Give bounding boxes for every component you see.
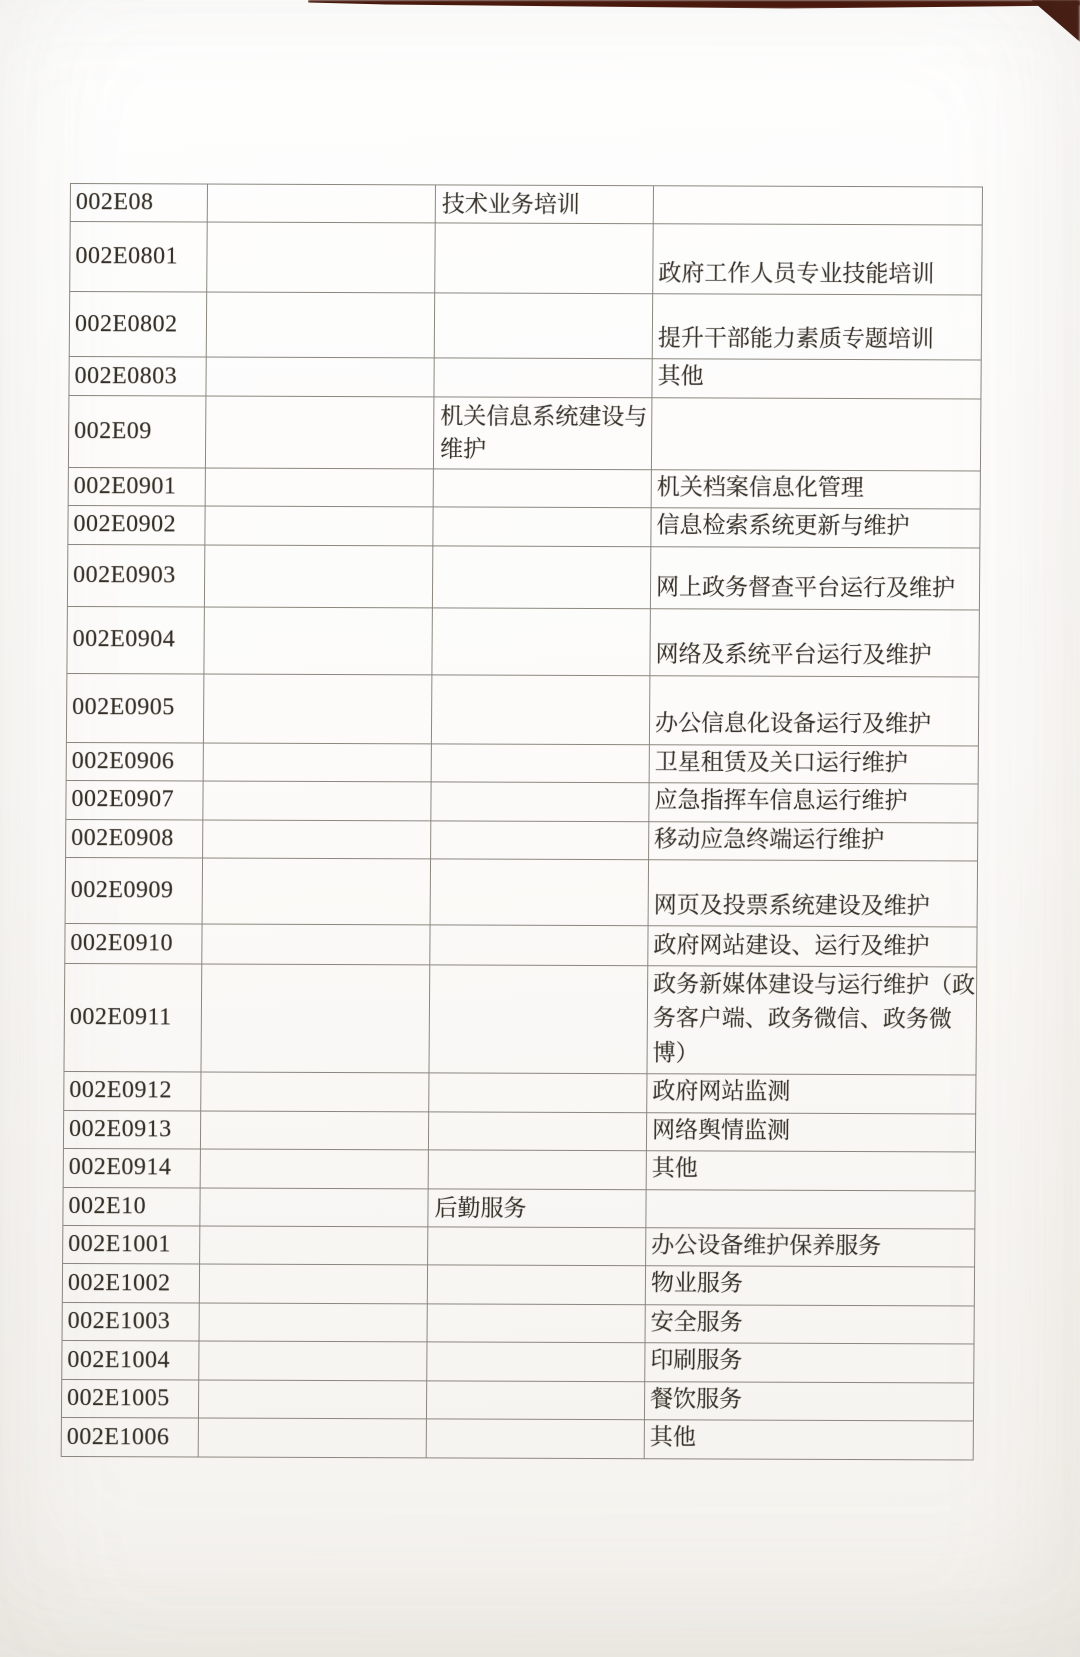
empty-cell [200, 1149, 428, 1188]
code-cell: 002E1001 [63, 1225, 200, 1264]
code-cell: 002E0906 [66, 742, 203, 781]
item-cell [646, 1189, 975, 1229]
empty-cell [201, 964, 430, 1073]
empty-cell [207, 222, 436, 293]
item-cell: 其他 [652, 359, 981, 399]
code-cell: 002E0802 [69, 292, 206, 358]
empty-cell [202, 924, 430, 965]
code-cell: 002E0913 [63, 1110, 200, 1149]
category-cell [426, 1381, 644, 1420]
empty-cell [203, 820, 431, 859]
category-cell: 后勤服务 [428, 1188, 646, 1227]
empty-cell [205, 468, 433, 507]
table-row [61, 1418, 973, 1460]
category-cell [430, 925, 648, 966]
table-row [66, 673, 978, 746]
table-row [65, 924, 977, 968]
item-cell: 政务新媒体建设与运行维护（政务客户端、政务微信、政务微博） [647, 966, 977, 1075]
empty-cell [198, 1418, 426, 1457]
code-cell: 002E1006 [61, 1418, 198, 1457]
table-row [62, 1302, 974, 1344]
table-row [68, 395, 981, 470]
empty-cell [201, 1072, 429, 1111]
code-cell: 002E1003 [62, 1302, 199, 1341]
empty-cell [200, 1188, 428, 1227]
empty-cell [203, 674, 432, 744]
category-cell [431, 743, 649, 782]
empty-cell [203, 743, 431, 782]
category-cell [433, 468, 651, 507]
category-cell [429, 1073, 647, 1112]
table-row [69, 357, 981, 399]
item-cell: 政府工作人员专业技能培训 [653, 224, 983, 295]
item-cell: 物业服务 [645, 1266, 974, 1306]
item-cell: 卫星租赁及关口运行维护 [649, 744, 978, 784]
category-cell [431, 782, 649, 821]
item-cell: 网页及投票系统建设及维护 [648, 860, 977, 927]
table-row [63, 1225, 975, 1267]
table-row [68, 506, 980, 548]
code-cell: 002E0909 [65, 858, 202, 925]
code-cell: 002E0902 [68, 506, 205, 545]
empty-cell [205, 396, 434, 469]
empty-cell [199, 1303, 427, 1342]
code-cell: 002E0910 [65, 924, 202, 965]
item-cell: 移动应急终端运行维护 [649, 821, 978, 861]
code-cell: 002E1005 [61, 1379, 198, 1418]
table-row [61, 1379, 973, 1421]
item-cell: 餐饮服务 [644, 1382, 973, 1422]
code-cell: 002E0905 [66, 673, 204, 743]
category-cell [428, 1150, 646, 1189]
table-row [68, 467, 980, 509]
empty-cell [198, 1380, 426, 1419]
table-row [70, 222, 983, 296]
category-cell [430, 859, 648, 926]
item-cell: 安全服务 [645, 1305, 974, 1345]
item-cell: 政府网站监测 [647, 1074, 976, 1114]
code-cell: 002E0903 [67, 544, 204, 607]
item-cell: 网络舆情监测 [646, 1112, 975, 1152]
empty-cell [200, 1226, 428, 1265]
code-cell: 002E0907 [66, 781, 203, 820]
category-cell [428, 1227, 646, 1266]
empty-cell [203, 781, 431, 820]
photo-background-corner [1026, 0, 1080, 42]
category-cell [433, 507, 651, 546]
item-cell: 其他 [644, 1420, 973, 1460]
code-cell: 002E0801 [70, 222, 208, 293]
category-cell [426, 1419, 644, 1458]
code-cell: 002E09 [68, 395, 206, 467]
empty-cell [200, 1111, 428, 1150]
code-cell: 002E1004 [62, 1341, 199, 1380]
empty-cell [199, 1341, 427, 1380]
item-cell: 机关档案信息化管理 [651, 469, 980, 509]
item-cell: 提升干部能力素质专题培训 [652, 294, 981, 360]
category-cell [429, 965, 648, 1074]
item-cell: 办公信息化设备运行及维护 [649, 675, 979, 745]
table-row [63, 1110, 975, 1152]
table-row [66, 819, 978, 861]
item-cell [653, 186, 982, 226]
code-cell: 002E0904 [67, 606, 204, 674]
empty-cell [199, 1264, 427, 1303]
expenditure-classification-table [61, 183, 983, 1460]
category-cell: 技术业务培训 [435, 185, 653, 224]
code-cell: 002E10 [63, 1187, 200, 1226]
code-cell: 002E0901 [68, 467, 205, 506]
category-cell [427, 1342, 645, 1381]
category-cell [427, 1304, 645, 1343]
category-cell [435, 223, 654, 294]
empty-cell [205, 506, 433, 545]
category-cell [431, 674, 650, 744]
empty-cell [206, 357, 434, 396]
table-row [69, 292, 981, 361]
category-cell [434, 293, 652, 359]
table-row [70, 184, 982, 226]
table-row [64, 964, 977, 1075]
category-cell [427, 1265, 645, 1304]
category-cell [431, 820, 649, 859]
item-cell: 网上政务督查平台运行及维护 [650, 546, 979, 609]
table-row [62, 1341, 974, 1383]
table-row [67, 544, 979, 610]
category-cell [432, 545, 650, 608]
table-row [63, 1187, 975, 1229]
photo-background-top-edge [308, 0, 1080, 9]
item-cell: 信息检索系统更新与维护 [651, 508, 980, 548]
empty-cell [207, 184, 435, 223]
empty-cell [204, 607, 432, 675]
item-cell: 政府网站建设、运行及维护 [648, 926, 977, 967]
table-row [66, 742, 978, 784]
category-cell [428, 1111, 646, 1150]
table-row [63, 1149, 975, 1191]
table-row [64, 1072, 976, 1114]
code-cell: 002E0908 [66, 819, 203, 858]
item-cell: 办公设备维护保养服务 [646, 1228, 975, 1268]
table-row [67, 606, 979, 677]
empty-cell [204, 545, 432, 608]
table-row [65, 858, 977, 928]
category-cell: 机关信息系统建设与维护 [433, 397, 652, 470]
code-cell: 002E0803 [69, 357, 206, 396]
empty-cell [206, 292, 434, 358]
table-row [62, 1264, 974, 1306]
code-cell: 002E0912 [64, 1072, 201, 1111]
code-cell: 002E08 [70, 184, 207, 223]
table-row [66, 781, 978, 823]
empty-cell [202, 858, 430, 925]
item-cell: 网络及系统平台运行及维护 [650, 608, 979, 676]
item-cell [651, 398, 981, 471]
code-cell: 002E0914 [63, 1149, 200, 1188]
code-cell: 002E1002 [62, 1264, 199, 1303]
item-cell: 应急指挥车信息运行维护 [649, 783, 978, 823]
category-cell [432, 607, 650, 675]
item-cell: 其他 [646, 1151, 975, 1191]
item-cell: 印刷服务 [645, 1343, 974, 1383]
category-cell [434, 358, 652, 397]
code-cell: 002E0911 [64, 964, 202, 1073]
